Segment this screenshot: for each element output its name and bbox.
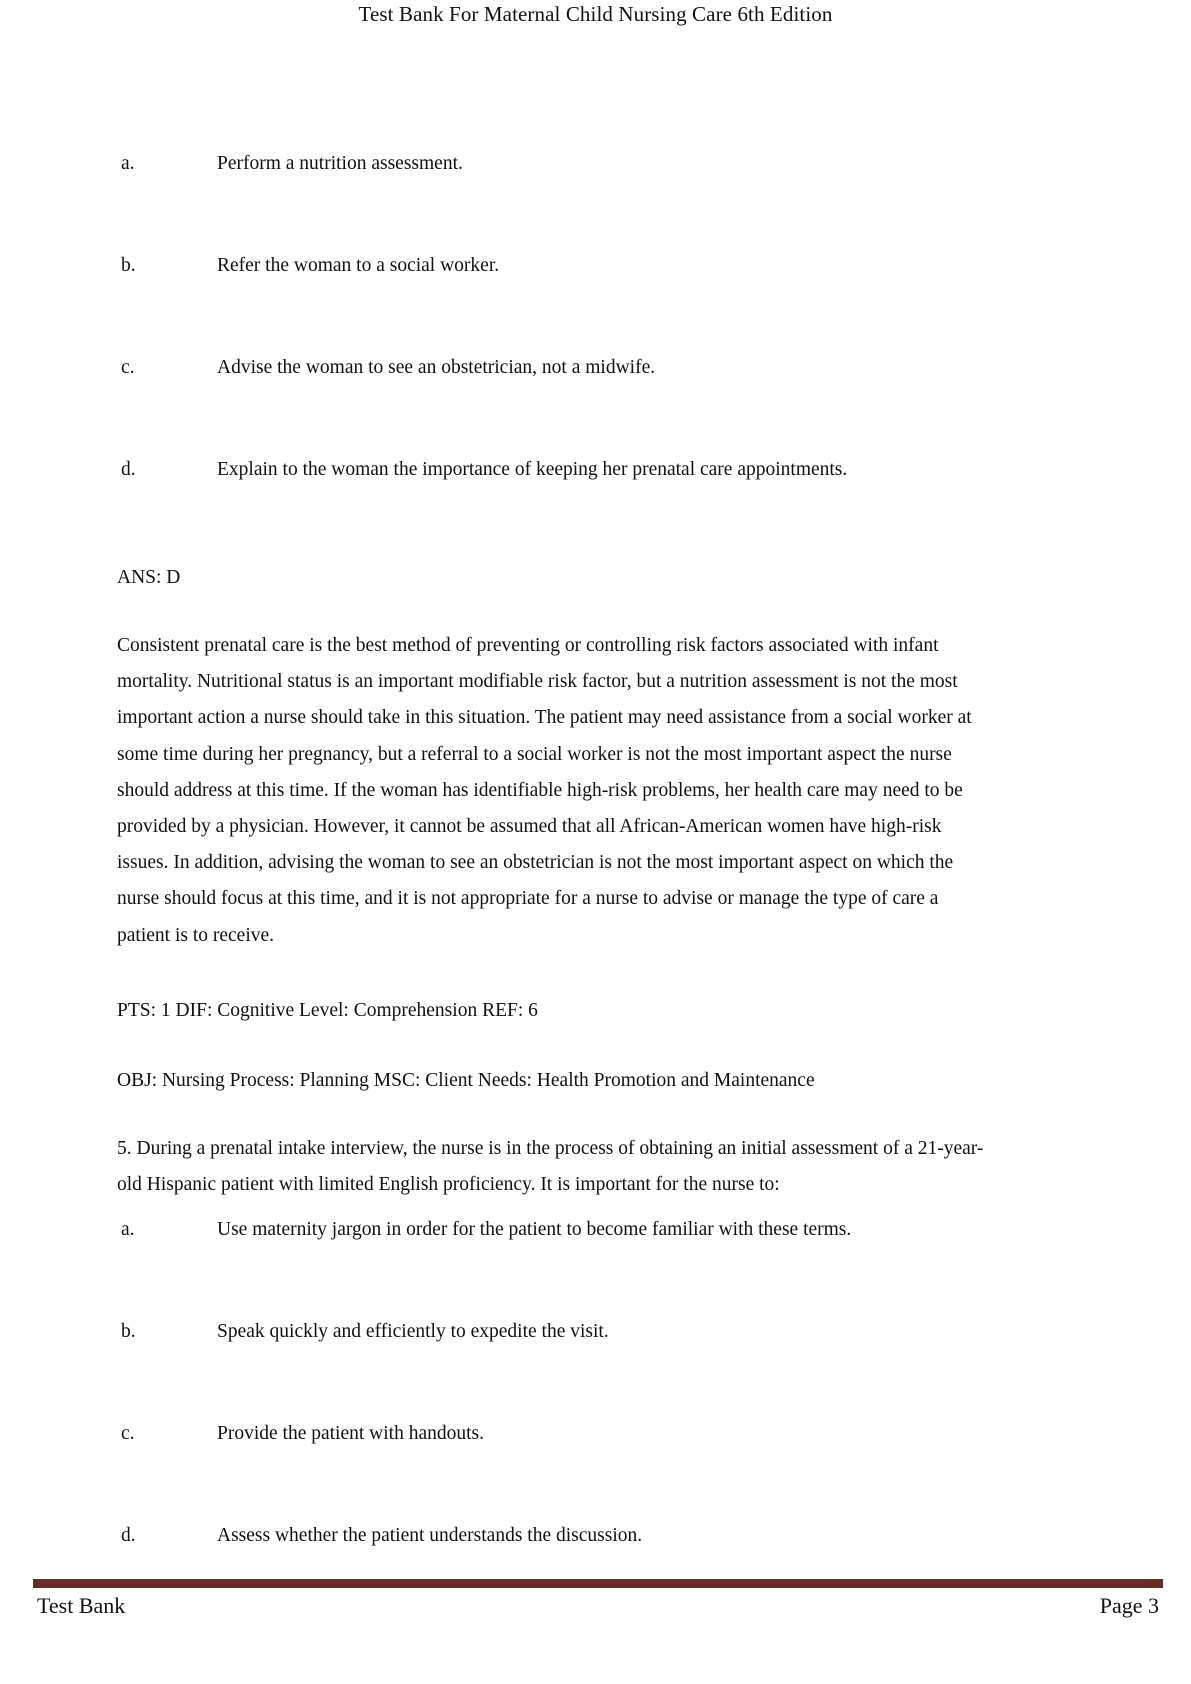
- rationale-line: issues. In addition, advising the woman to see an obstetrician is not the most important aspect on which the: [117, 852, 954, 874]
- rationale-line: mortality. Nutritional status is an important modifiable risk factor, but a nutrition assessment is not the most: [117, 671, 958, 693]
- option-text: Provide the patient with handouts.: [217, 1423, 485, 1444]
- option-letter: b.: [121, 1321, 136, 1342]
- option-letter: d.: [121, 1525, 136, 1546]
- q4-pts-line: PTS: 1 DIF: Cognitive Level: Comprehension REF: 6: [117, 1000, 538, 1021]
- rationale-line: Consistent prenatal care is the best method of preventing or controlling risk factors associated with infant: [117, 635, 939, 656]
- rationale-line: some time during her pregnancy, but a referral to a social worker is not the most important aspect the nurse: [117, 743, 952, 765]
- q5-option-b: [121, 1321, 609, 1343]
- rationale-line: provided by a physician. However, it cannot be assumed that all African-American women have high-risk: [117, 816, 942, 838]
- q4-option-b: [121, 255, 499, 277]
- option-letter: a.: [121, 1219, 135, 1240]
- rationale-line: important action a nurse should take in this situation. The patient may need assistance from a social worker at: [117, 707, 972, 729]
- option-text: Speak quickly and efficiently to expedite the visit.: [217, 1321, 609, 1342]
- q5-option-c: [121, 1423, 484, 1445]
- option-text: Explain to the woman the importance of keeping her prenatal care appointments.: [217, 459, 848, 480]
- q4-option-c: [121, 357, 655, 379]
- q4-option-d: [121, 459, 847, 481]
- q4-option-a: [121, 153, 463, 175]
- option-letter: d.: [121, 459, 136, 480]
- stem-line: old Hispanic patient with limited English proficiency. It is important for the nurse to:: [117, 1174, 780, 1196]
- option-letter: a.: [121, 153, 135, 174]
- q5-option-a: [121, 1219, 851, 1241]
- option-letter: c.: [121, 1423, 135, 1444]
- stem-line: 5. During a prenatal intake interview, the nurse is in the process of obtaining an initial assessment of a 21-year-: [117, 1138, 984, 1159]
- option-text: Perform a nutrition assessment.: [217, 153, 463, 174]
- page-number: Page 3: [1099, 1593, 1159, 1618]
- option-text: Refer the woman to a social worker.: [217, 255, 500, 276]
- page-header-title: Test Bank For Maternal Child Nursing Care 6th Edition: [358, 2, 833, 26]
- option-letter: c.: [121, 357, 135, 378]
- q5-stem: [117, 1131, 1077, 1203]
- q5-option-d: [121, 1525, 642, 1547]
- option-letter: b.: [121, 255, 136, 276]
- rationale-line: patient is to receive.: [117, 924, 275, 946]
- q4-obj-line: OBJ: Nursing Process: Planning MSC: Client Needs: Health Promotion and Maintenance: [117, 1070, 815, 1091]
- option-text: Advise the woman to see an obstetrician, not a midwife.: [217, 357, 656, 378]
- footer-divider: [33, 1579, 1163, 1588]
- footer-left-text: Test Bank: [37, 1593, 126, 1618]
- rationale-line: nurse should focus at this time, and it is not appropriate for a nurse to advise or manage the type of care a: [117, 888, 939, 910]
- q4-rationale: [117, 628, 1077, 954]
- option-text: Use maternity jargon in order for the patient to become familiar with these terms.: [217, 1219, 852, 1240]
- rationale-line: should address at this time. If the woman has identifiable high-risk problems, her health care may need to be: [117, 779, 963, 801]
- q4-answer: ANS: D: [117, 567, 181, 588]
- option-text: Assess whether the patient understands the discussion.: [217, 1525, 643, 1546]
